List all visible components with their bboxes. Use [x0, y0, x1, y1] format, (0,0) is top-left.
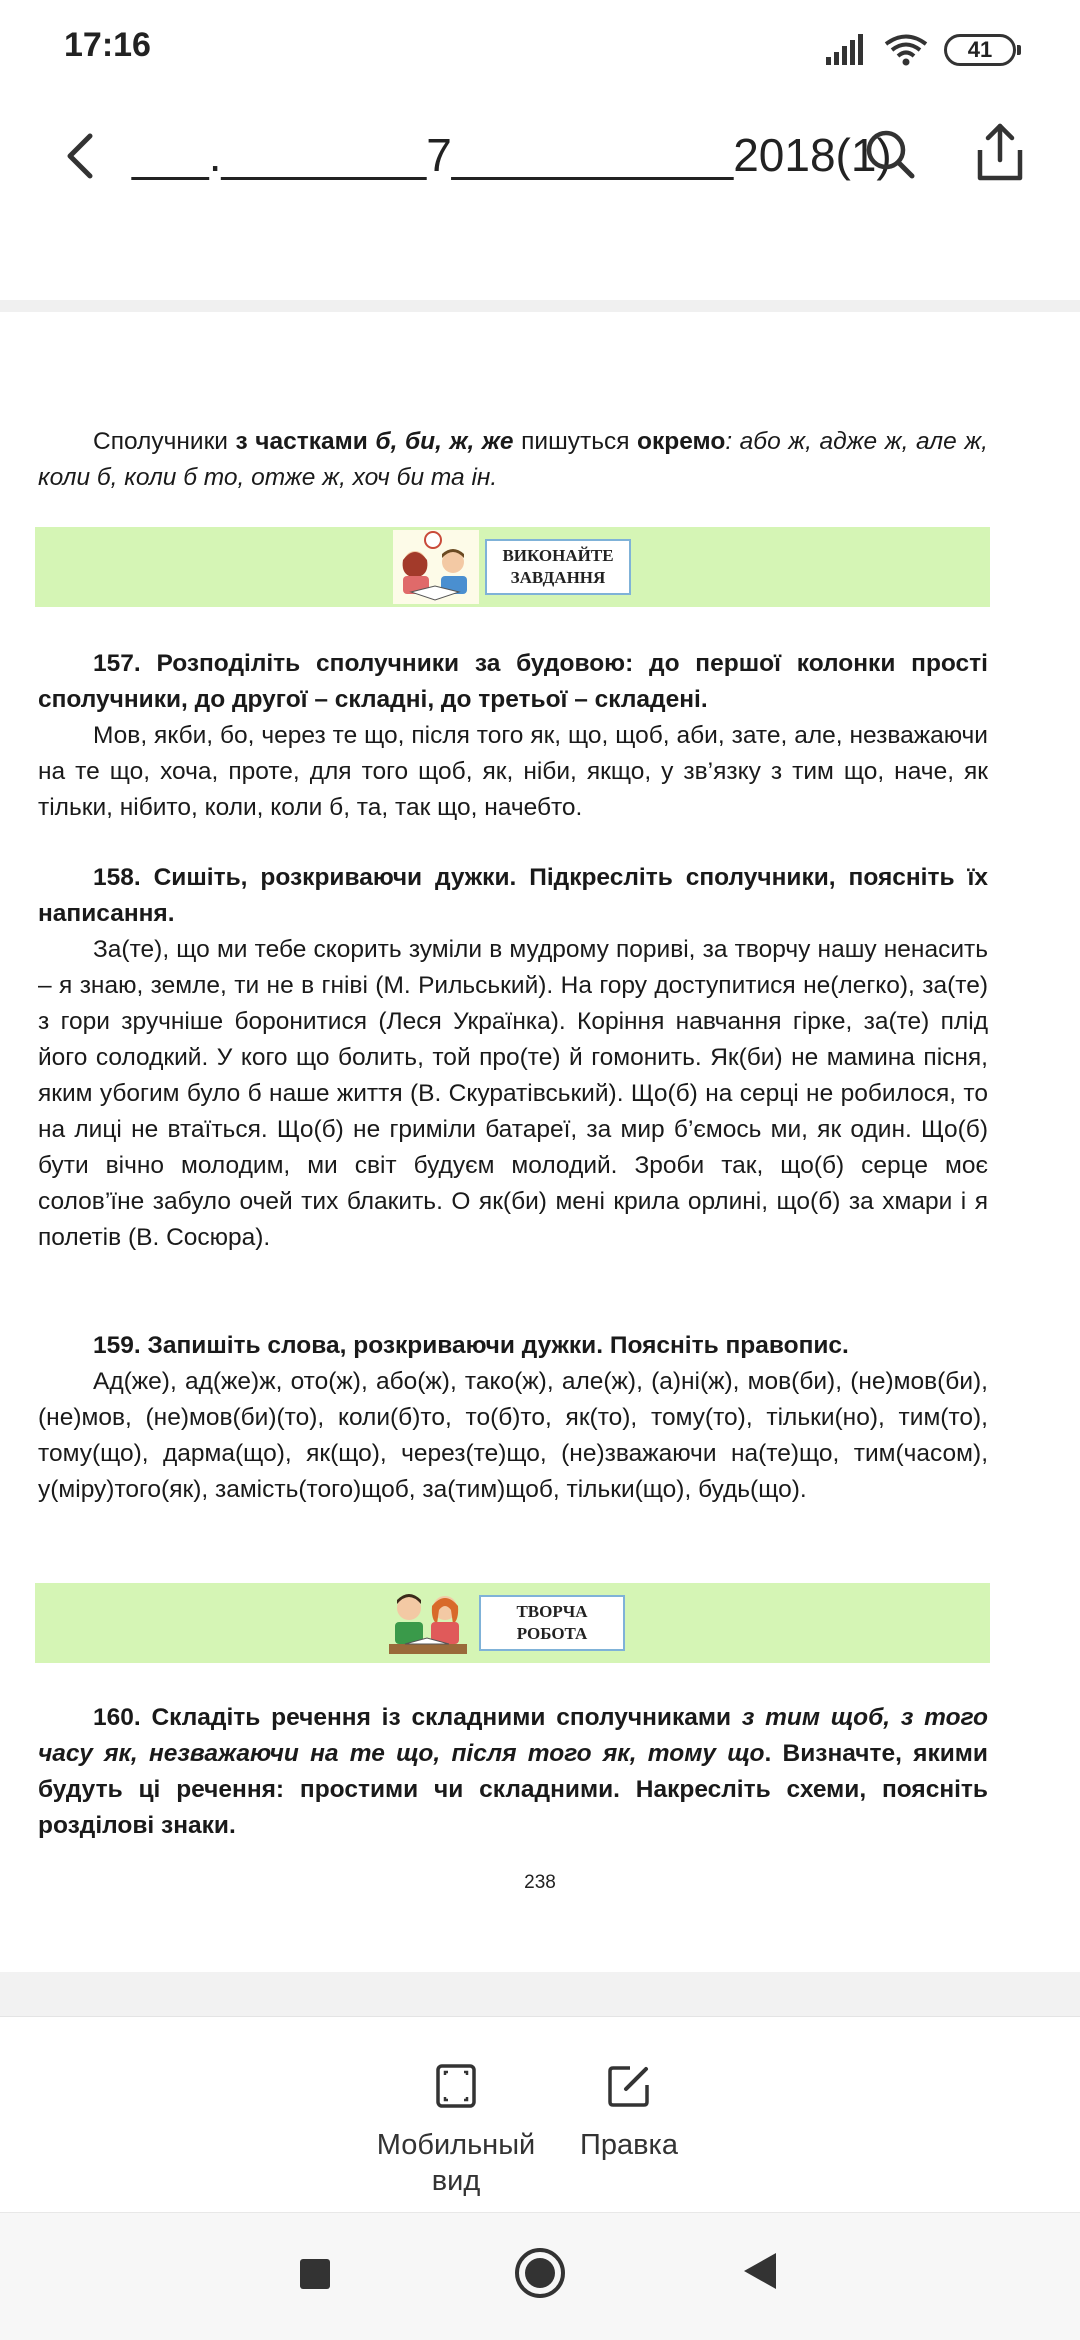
page-divider [0, 1972, 1080, 2016]
system-nav-bar [0, 2212, 1080, 2340]
document-title: ___.________7___________2018(1) [132, 129, 892, 181]
edit-button[interactable] [574, 2063, 684, 2163]
mobile-view-label-line: вид [431, 2165, 481, 2197]
rule-text-bold: окремо [637, 428, 726, 455]
exercise-160-text-italic: з тим щоб, з того часу як, незважаючи на те що, після того як, тому що [38, 1704, 988, 1767]
exercise-158-heading: 158. Сишіть, розкриваючи дужки. Підкресліть сполучники, поясніть їх написання. [38, 864, 988, 927]
exercise-157-heading: 157. Розподіліть сполучники за будовою: до першої колонки прості сполучники, до другої – складні, до третьої – складені. [38, 650, 988, 713]
search-icon[interactable] [862, 126, 918, 182]
exercise-159-heading: 159. Запишіть слова, розкриваючи дужки. Поясніть правопис. [93, 1332, 849, 1359]
exercise-158-body: За(те), що ми тебе скорить зуміли в мудрому пориві, за творчу нашу ненасить – я знаю, земле, ти не в гніві (М. Рильський). На гору доступитися не(легко), за(те) з гори зручніше боронитися (Леся Українка). Коріння навчання гірке, за(те) плід його солодкий. У кого що болить, той про(те) й гомонить. Як(би) не мамина пісня, яким убогим було б наше життя (В. Скуратівський). Що(б) на серці не робилося, то на лиці не втаїться. Що(б) не гриміли батареї, за мир б’ємось ми, як один. Що(б) бути вічно молодим, ми світ будуєм молодий. Зроби так, що(б) серце моє солов’їне забуло очей тих блакить. О як(би) мені крила орлині, що(б) за хмари і я полетів (В. Сосюра). [38, 936, 988, 1251]
exercise-160-text: 160. Складіть речення із складними сполучниками [93, 1704, 742, 1731]
rule-text-bolditalic: б, би, ж, же [375, 428, 514, 455]
document-page[interactable] [0, 312, 1080, 1972]
task-banner [35, 527, 990, 607]
edit-icon [606, 2063, 652, 2109]
back-icon[interactable] [56, 130, 108, 182]
exercise-157-body: Мов, якби, бо, через те що, після того як, що, щоб, аби, зате, але, незважаючи на те що, хоча, проте, для того щоб, як, ніби, якщо, у зв’язку з тим що, наче, як тільки, нібито, коли, коли б, та, так що, начебто. [38, 722, 988, 821]
page-number: 238 [524, 1872, 556, 1893]
share-icon[interactable] [972, 122, 1028, 182]
banner-text: ЗАВДАННЯ [510, 568, 606, 587]
exercise-159-body: Ад(же), ад(же)ж, ото(ж), або(ж), тако(ж), але(ж), (а)ні(ж), мов(би), (не)мов(би), (не)мов, (не)мов(би)(то), коли(б)то, то(б)то, як(то), тому(то), тільки(но), тим(то), тому(що), дарма(що), як(що), через(те)що, (не)зважаючи на(те)що, тим(часом), у(міру)того(як), замість(того)щоб, за(тим)щоб, тільки(що), будь(що). [38, 1368, 988, 1503]
header-divider [0, 300, 1080, 312]
signal-icon [824, 33, 868, 67]
bottom-action-bar [0, 2016, 1080, 2212]
rule-text-bold: з частками [235, 428, 376, 455]
banner-text: ТВОРЧА [516, 1602, 588, 1621]
banner-text: ВИКОНАЙТЕ [502, 546, 614, 565]
rule-text: пишуться [513, 428, 638, 455]
exercise-160-heading [38, 1700, 988, 1844]
creative-banner [35, 1583, 990, 1663]
children-writing-icon [385, 1586, 471, 1660]
edit-label: Правка [580, 2129, 678, 2161]
status-bar [0, 0, 1080, 100]
children-reading-icon [393, 530, 479, 604]
creative-banner-label [479, 1595, 625, 1651]
status-icons [824, 30, 1016, 70]
battery-icon: 41 [944, 34, 1016, 66]
task-banner-label [485, 539, 631, 595]
rule-text-italic: : або ж, адже ж, але ж, коли б, коли б то, отже ж, хоч би та ін. [38, 428, 988, 491]
nav-back-icon[interactable] [742, 2251, 778, 2291]
status-time: 17:16 [64, 26, 151, 64]
wifi-icon [884, 33, 928, 67]
mobile-view-label [377, 2127, 536, 2199]
mobile-view-label-line: Мобильный [376, 2129, 536, 2161]
title-bar [0, 100, 1080, 305]
recents-icon[interactable] [298, 2257, 332, 2291]
rule-text: Сполучники [93, 428, 236, 455]
mobile-view-icon [433, 2063, 479, 2109]
banner-text: РОБОТА [516, 1624, 588, 1643]
home-icon[interactable] [514, 2247, 566, 2299]
mobile-view-button[interactable] [370, 2063, 542, 2199]
rule-paragraph [38, 424, 988, 496]
exercise-160-text: . Визначте, якими будуть ці речення: простими чи складними. Накресліть схеми, поясніть розділові знаки. [38, 1740, 988, 1839]
